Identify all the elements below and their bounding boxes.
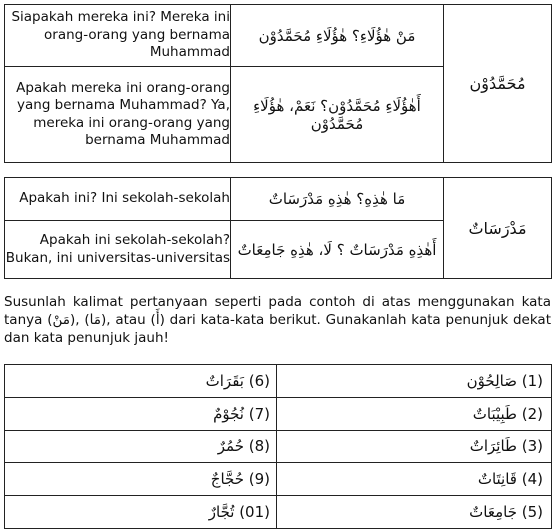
exercise-item: (8) حُمُرٌ xyxy=(5,430,277,463)
arabic-sentence: مَا هٰذِهِ؟ هٰذِهِ مَدْرَسَاتٌ xyxy=(231,178,444,221)
table-row xyxy=(5,397,552,430)
table-row xyxy=(5,463,552,496)
indonesian-translation: Apakah mereka ini orang-orang yang bernama Muhammad? Ya, mereka ini orang-orang yang bernama Muhammad xyxy=(5,67,231,163)
example-table-1 xyxy=(4,4,552,163)
table-row xyxy=(5,430,552,463)
exercise-item: (6) بَقَرَاتٌ xyxy=(5,365,277,398)
instruction-text: Susunlah kalimat pertanyaan seperti pada contoh di atas menggunakan kata tanya (مَنْ), (مَا), atau (أَ) dari kata-kata berikut. Gunakanlah kata penunjuk dekat dan kata penunjuk jauh! xyxy=(4,294,551,346)
indonesian-translation: Siapakah mereka ini? Mereka ini orang-orang yang bernama Muhammad xyxy=(5,5,231,67)
exercise-item: (4) قَانِتَاتٌ xyxy=(277,463,552,496)
table-row xyxy=(5,496,552,529)
exercise-item: (5) جَامِعَاتٌ xyxy=(277,496,552,529)
indonesian-translation: Apakah ini sekolah-sekolah? Bukan, ini universitas-universitas xyxy=(5,221,231,279)
arabic-sentence: أَهٰؤُلَاءِ مُحَمَّدُوْن؟ نَعَمْ، هٰؤُلَاءِ مُحَمَّدُوْن xyxy=(231,67,444,163)
exercise-item: (9) حُجَّاجٌ xyxy=(5,463,277,496)
vocabulary-word: مَدْرَسَاتٌ xyxy=(444,178,552,279)
exercise-item: (3) طَائِرَاتٌ xyxy=(277,430,552,463)
exercise-item: (01) تُجَّارٌ xyxy=(5,496,277,529)
indonesian-translation: Apakah ini? Ini sekolah-sekolah xyxy=(5,178,231,221)
vocabulary-word: مُحَمَّدُوْن xyxy=(444,5,552,163)
arabic-sentence: مَنْ هٰؤُلَاءِ؟ هٰؤُلَاءِ مُحَمَّدُوْن xyxy=(231,5,444,67)
table-row xyxy=(5,365,552,398)
exercise-item: (1) صَالِحُوْن xyxy=(277,365,552,398)
arabic-sentence: أَهٰذِهِ مَدْرَسَاتٌ ؟ لَا، هٰذِهِ جَامِعَاتٌ xyxy=(231,221,444,279)
exercise-item: (7) نُجُوْمٌ xyxy=(5,397,277,430)
example-table-2 xyxy=(4,177,552,279)
table-row xyxy=(5,178,552,221)
exercise-item: (2) طَبِيْبَاتٌ xyxy=(277,397,552,430)
table-row xyxy=(5,5,552,67)
exercise-table xyxy=(4,364,552,529)
